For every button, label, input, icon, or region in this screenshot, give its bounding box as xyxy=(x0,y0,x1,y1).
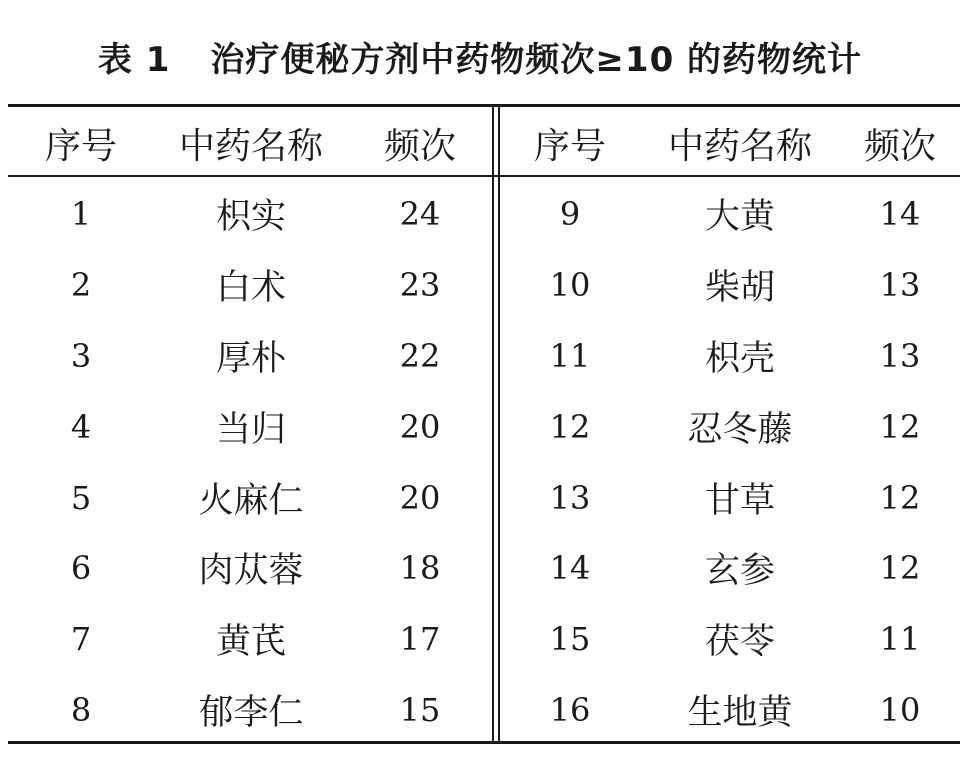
cell-frequency: 23 xyxy=(399,266,441,305)
table-row xyxy=(8,250,492,321)
cell-name: 生地黄 xyxy=(687,692,793,733)
cell-name: 厚朴 xyxy=(215,338,286,379)
cell-frequency: 12 xyxy=(879,549,921,588)
cell-index: 3 xyxy=(70,336,92,375)
table-row xyxy=(8,604,492,675)
cell-index: 7 xyxy=(70,620,92,659)
cell-index: 13 xyxy=(549,478,591,517)
cell-index: 5 xyxy=(70,478,92,517)
cell-index: 14 xyxy=(549,549,591,588)
header-index: 序号 xyxy=(44,125,117,167)
cell-frequency: 24 xyxy=(399,195,441,234)
cell-index: 1 xyxy=(70,195,92,234)
header-frequency: 频次 xyxy=(863,125,936,167)
cell-frequency: 13 xyxy=(879,336,921,375)
cell-frequency: 11 xyxy=(879,620,921,659)
cell-frequency: 13 xyxy=(879,266,921,305)
header-row xyxy=(500,106,960,178)
table-row xyxy=(500,604,960,675)
cell-frequency: 20 xyxy=(399,407,441,446)
cell-frequency: 22 xyxy=(399,336,441,375)
table-caption xyxy=(0,36,960,84)
cell-name: 玄参 xyxy=(704,551,775,592)
table-row xyxy=(500,391,960,462)
table-row xyxy=(8,462,492,533)
cell-name: 郁李仁 xyxy=(198,692,304,733)
cell-frequency: 20 xyxy=(399,478,441,517)
header-index: 序号 xyxy=(533,125,606,167)
header-row xyxy=(8,106,492,178)
table-row xyxy=(500,462,960,533)
table-row xyxy=(500,178,960,250)
table-row xyxy=(500,321,960,392)
cell-index: 8 xyxy=(70,690,92,729)
cell-frequency: 12 xyxy=(879,407,921,446)
header-name: 中药名称 xyxy=(667,125,812,167)
cell-frequency: 12 xyxy=(879,478,921,517)
cell-name: 火麻仁 xyxy=(198,480,304,521)
table-row xyxy=(500,250,960,321)
table-title: 治疗便秘方剂中药物频次≥10 的药物统计 xyxy=(210,40,863,80)
table-row xyxy=(8,675,492,746)
cell-name: 枳壳 xyxy=(704,338,775,379)
cell-name: 肉苁蓉 xyxy=(198,551,304,592)
cell-index: 11 xyxy=(549,336,591,375)
cell-index: 9 xyxy=(559,195,581,234)
table-number: 表 1 xyxy=(97,40,171,80)
cell-name: 大黄 xyxy=(704,197,775,238)
cell-name: 白术 xyxy=(215,268,286,309)
cell-frequency: 14 xyxy=(879,195,921,234)
cell-frequency: 18 xyxy=(399,549,441,588)
cell-index: 4 xyxy=(70,407,92,446)
cell-name: 枳实 xyxy=(215,197,286,238)
header-name: 中药名称 xyxy=(178,125,323,167)
cell-name: 当归 xyxy=(215,409,286,450)
cell-frequency: 10 xyxy=(879,690,921,729)
cell-name: 柴胡 xyxy=(704,268,775,309)
table-row xyxy=(500,675,960,746)
table-row xyxy=(8,178,492,250)
cell-index: 12 xyxy=(549,407,591,446)
header-frequency: 频次 xyxy=(383,125,456,167)
cell-index: 15 xyxy=(549,620,591,659)
cell-name: 甘草 xyxy=(704,480,775,521)
cell-index: 10 xyxy=(549,266,591,305)
cell-frequency: 15 xyxy=(399,690,441,729)
cell-name: 黄芪 xyxy=(215,622,286,663)
column-divider-left xyxy=(492,106,494,741)
cell-frequency: 17 xyxy=(399,620,441,659)
left-table xyxy=(8,106,492,745)
cell-name: 忍冬藤 xyxy=(687,409,793,450)
table-row xyxy=(8,533,492,604)
cell-index: 16 xyxy=(549,690,591,729)
table-row xyxy=(8,391,492,462)
cell-name: 茯苓 xyxy=(704,622,775,663)
table-row xyxy=(8,321,492,392)
table-row xyxy=(500,533,960,604)
cell-index: 6 xyxy=(70,549,92,588)
cell-index: 2 xyxy=(70,266,92,305)
right-table xyxy=(500,106,960,745)
